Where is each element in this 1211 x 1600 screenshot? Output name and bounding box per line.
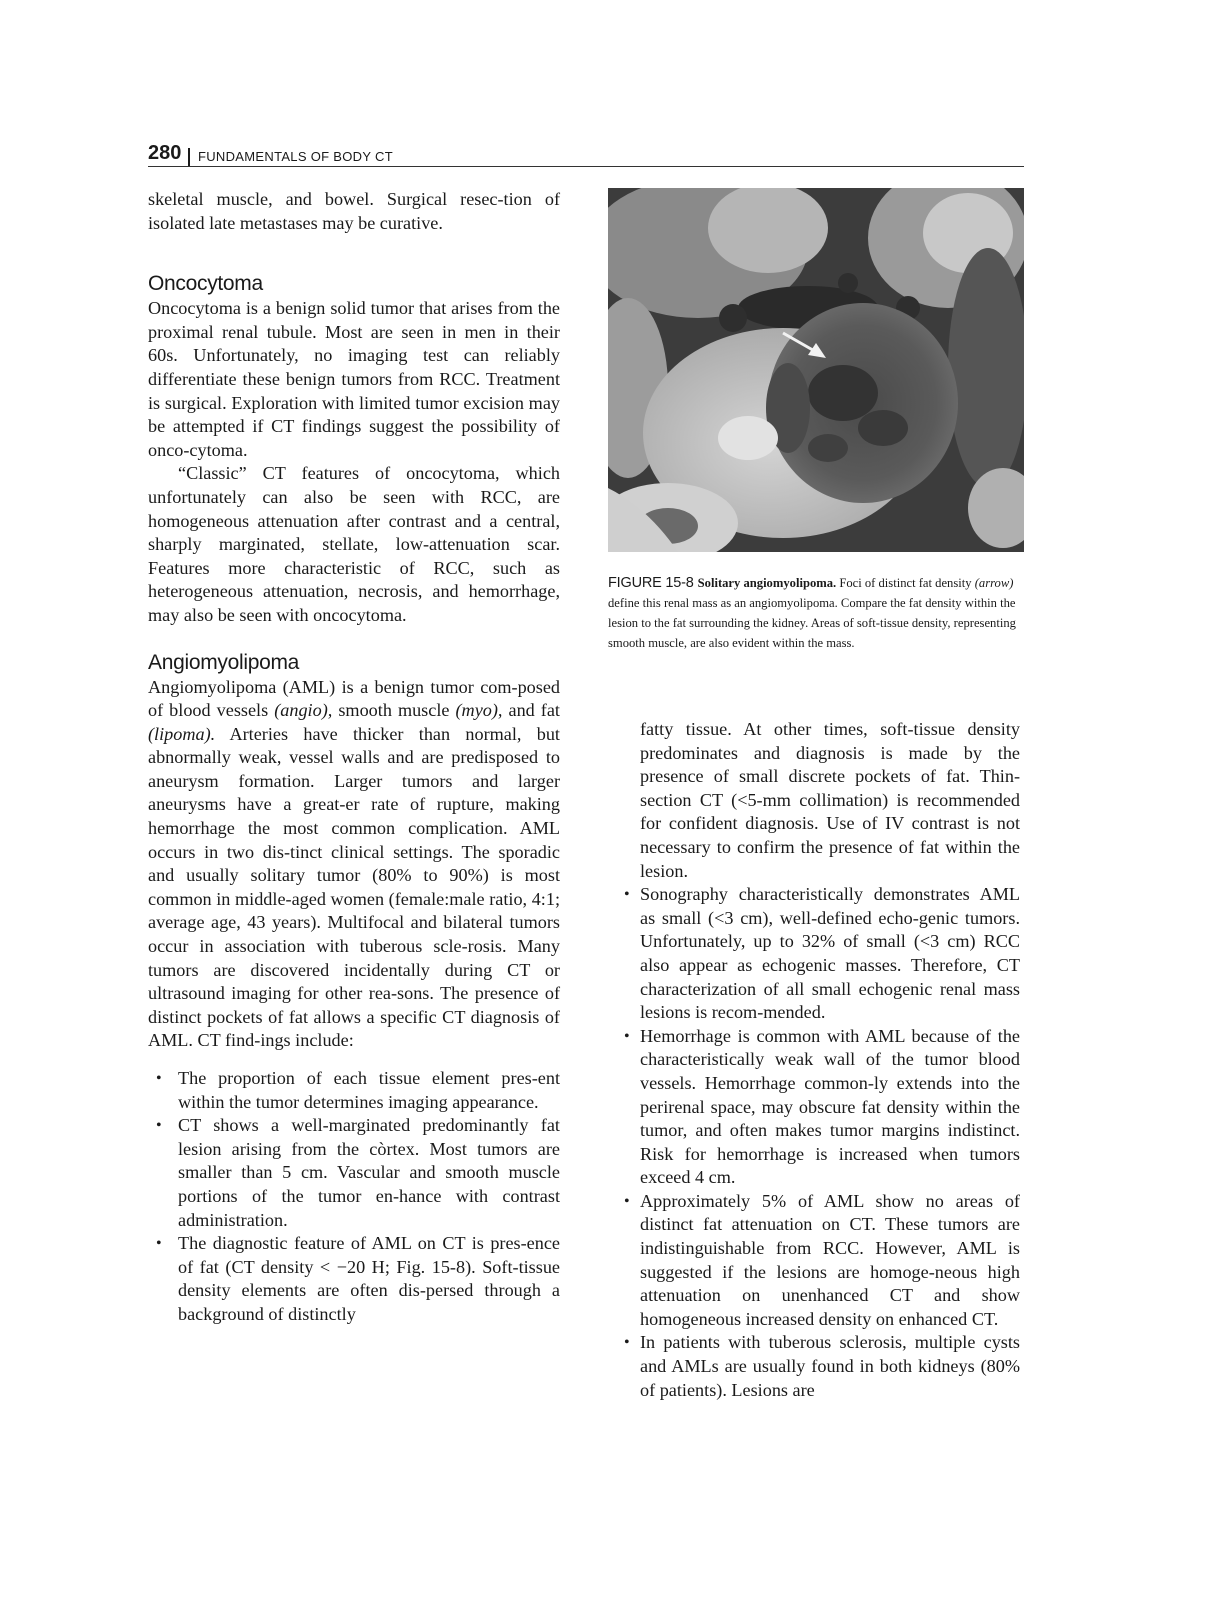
list-item: • Approximately 5% of AML show no areas of distinct fat attenuation on CT. These tumors are indistinguishable from RCC. However, AML is suggested if the lesions are homoge-neous high attenuation on unenhanced CT and show homogeneous increased density on enhanced CT. — [640, 1190, 1020, 1332]
oncocytoma-paragraph-2: “Classic” CT features of oncocytoma, which unfortunately can also be seen with RCC, are homogeneous attenuation after contrast and a central, sharply marginated, stellate, low-attenuation scar. Features more characteristic of RCC, such as heterogeneous attenuation, necrosis, and hemorrhage, may also be seen with oncocytoma. — [148, 463, 560, 625]
section-heading-oncocytoma: Oncocytoma — [148, 272, 263, 296]
list-item: • In patients with tuberous sclerosis, multiple cysts and AMLs are usually found in both kidneys (80% of patients). Lesions are — [640, 1331, 1020, 1402]
list-item: • The diagnostic feature of AML on CT is pres-ence of fat (CT density < −20 H; Fig. 15-8). Soft-tissue density elements are often dis-persed through a background of distinctly — [156, 1232, 560, 1326]
aml-text-d: Arteries have thicker than normal, but abnormally weak, vessel walls and are predisposed to aneurysm formation. Larger tumors and larger aneurysms have a great-er rate of rupture, making hemorrhage the most common complication. AML occurs in two dis-tinct clinical settings. The sporadic and usually solitary tumor (80% to 90%) is most common in middle-aged women (female:male ratio, 4:1; average age, 43 years). Multifocal and bilateral tumors occur in association with tuberous scle-rosis. Many tumors are discovered incidentally during CT or ultrasound imaging for other rea-sons. The presence of distinct pockets of fat allows a specific CT diagnosis of AML. CT find-ings include: — [148, 723, 560, 1051]
section-heading-angiomyolipoma: Angiomyolipoma — [148, 650, 300, 674]
aml-term-angio: (angio), — [274, 700, 333, 721]
list-item: • The proportion of each tissue element pres-ent within the tumor determines imaging appearance. — [156, 1067, 560, 1114]
list-item: • Hemorrhage is common with AML because of the characteristically weak wall of the tumor blood vessels. Hemorrhage common-ly extends into the perirenal space, may obscure fat density within the tumor, and often makes tumor margins indistinct. Risk for hemorrhage is increased when tumors exceed 4 cm. — [640, 1025, 1020, 1190]
aml-text-c: and fat — [502, 700, 560, 721]
figure-caption — [608, 573, 1026, 653]
angiomyolipoma-paragraph — [148, 676, 560, 1054]
aml-text-b: smooth muscle — [332, 700, 456, 721]
left-column — [148, 188, 560, 1327]
list-item: • CT shows a well-marginated predominantly fat lesion arising from the còrtex. Most tumors are smaller than 5 cm. Vascular and smooth muscle portions of the tumor en-hance with contrast administration. — [156, 1114, 560, 1232]
right-column — [640, 718, 1020, 1402]
continued-paragraph: fatty tissue. At other times, soft-tissue density predominates and diagnosis is made by the presence of small discrete pockets of fat. Thin-section CT (<5-mm collimation) is recommended for confident diagnosis. Use of IV contrast is not necessary to confirm the presence of fat within the lesion. — [640, 719, 1020, 881]
ct-scan-figure — [608, 188, 1024, 552]
caption-text-b: define this renal mass as an angiomyolipoma. Compare the fat density within the lesion to the fat surrounding the kidney. Areas of soft-tissue density, representing smooth muscle, are also evident within the mass. — [608, 596, 1016, 650]
aml-term-myo: (myo), — [455, 700, 503, 721]
aml-term-lipoma: (lipoma). — [148, 723, 216, 744]
list-item: • Sonography characteristically demonstrates AML as small (<3 cm), well-defined echo-genic tumors. Unfortunately, up to 32% of small (<3 cm) RCC also appear as echogenic masses. Therefore, CT characterization of all small echogenic renal mass lesions is recom-mended. — [640, 883, 1020, 1025]
oncocytoma-paragraph-1: Oncocytoma is a benign solid tumor that arises from the proximal renal tubule. Most are seen in men in their 60s. Unfortunately, no imaging test can reliably differentiate these benign tumors from RCC. Treatment is surgical. Exploration with limited tumor excision may be attempted if CT findings suggest the possibility of onco-cytoma. — [148, 298, 560, 460]
intro-paragraph: skeletal muscle, and bowel. Surgical resec-tion of isolated late metastases may be curative. — [148, 189, 560, 233]
header-divider — [188, 148, 190, 166]
ct-scan-image — [608, 188, 1024, 552]
caption-text-a: Foci of distinct fat density — [836, 576, 975, 590]
page-header — [148, 142, 1024, 167]
figure-label: FIGURE 15-8 — [608, 575, 694, 591]
aml-features-list — [640, 883, 1020, 1402]
running-head: FUNDAMENTALS OF BODY CT — [198, 149, 393, 164]
page-number: 280 — [148, 142, 182, 164]
ct-findings-list — [156, 1067, 560, 1327]
caption-arrow-term: (arrow) — [974, 576, 1014, 590]
aml-text-a: Angiomyolipoma (AML) is a benign tumor com-posed of blood vessels — [148, 676, 560, 721]
figure-title: Solitary angiomyolipoma. — [697, 576, 837, 590]
